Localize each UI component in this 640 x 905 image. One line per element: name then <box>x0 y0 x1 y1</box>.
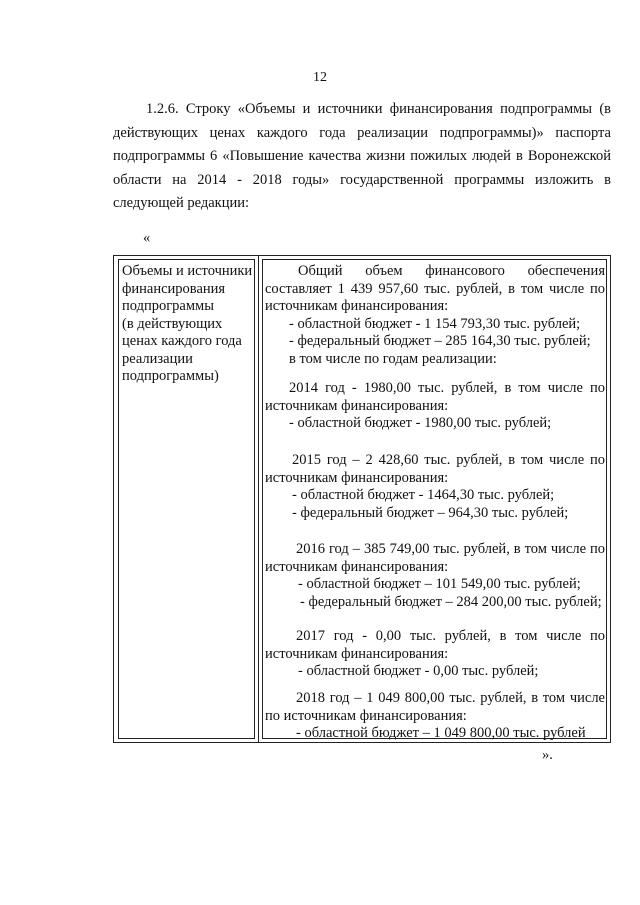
text-line: - федеральный бюджет – 284 200,00 тыс. рублей; <box>300 593 602 610</box>
text-line: источникам финансирования: <box>265 397 449 414</box>
text-line: составляет 1 439 957,60 тыс. рублей, в том числе по <box>265 280 605 297</box>
text-line: 2016 год – 385 749,00 тыс. рублей, в том числе по <box>296 541 605 557</box>
text-line: - областной бюджет - 1 154 793,30 тыс. рублей; <box>289 315 581 332</box>
text-line: в том числе по годам реализации: <box>289 350 497 367</box>
text-line: источникам финансирования: <box>265 298 449 314</box>
financing-table <box>113 255 611 743</box>
page-number: 12 <box>313 70 327 85</box>
left-line: ценах каждого года <box>122 333 242 349</box>
year-2014-block <box>265 380 605 433</box>
text-line: - федеральный бюджет – 964,30 тыс. рублей; <box>292 504 569 521</box>
text-line: 2018 год – 1 049 800,00 тыс. рублей, в том числе <box>296 690 605 706</box>
open-quote: « <box>143 230 151 246</box>
text-line: источникам финансирования: <box>265 645 449 662</box>
text-line: по источникам финансирования: <box>265 707 467 724</box>
intro-line: 1.2.6. Строку «Объемы и источники финансирования подпрограммы (в <box>146 101 611 117</box>
intro-line: области на 2014 - 2018 годы» государственной программы изложить в <box>113 171 611 188</box>
intro-line: следующей редакции: <box>113 195 250 211</box>
year-2018-block <box>265 690 605 743</box>
close-quote: ». <box>542 747 553 763</box>
left-line: (в действующих <box>122 315 223 332</box>
text-line: источникам финансирования: <box>265 558 449 575</box>
year-2015-block <box>265 452 605 522</box>
table-right-cell <box>259 256 610 742</box>
text-line: источникам финансирования: <box>265 469 449 486</box>
text-line: - областной бюджет – 1 049 800,00 тыс. рублей <box>296 725 586 741</box>
intro-paragraph <box>113 98 611 216</box>
text-line: 2015 год – 2 428,60 тыс. рублей, в том числе по <box>292 452 605 468</box>
text-line: Общий объем финансового обеспечения <box>298 263 605 279</box>
left-line: реализации <box>122 350 193 367</box>
left-cell-text <box>122 263 252 386</box>
left-line: финансирования <box>122 280 226 297</box>
text-line: - областной бюджет - 0,00 тыс. рублей; <box>298 663 539 679</box>
year-2016-block <box>265 541 605 611</box>
total-block <box>265 263 605 368</box>
text-line: - областной бюджет – 101 549,00 тыс. рублей; <box>298 576 581 592</box>
text-line: - областной бюджет - 1980,00 тыс. рублей; <box>289 415 552 431</box>
text-line: - федеральный бюджет – 285 164,30 тыс. рублей; <box>289 333 591 349</box>
text-line: - областной бюджет - 1464,30 тыс. рублей; <box>292 487 555 503</box>
text-line: 2017 год - 0,00 тыс. рублей, в том числе по <box>296 628 605 644</box>
left-line: Объемы и источники <box>122 263 253 279</box>
left-line: подпрограммы <box>122 298 214 314</box>
left-line: подпрограммы) <box>122 368 219 384</box>
year-2017-block <box>265 628 605 681</box>
intro-line: действующих ценах каждого года реализации подпрограммы)» паспорта <box>113 124 611 141</box>
text-line: 2014 год - 1980,00 тыс. рублей, в том числе по <box>289 380 605 396</box>
intro-line: подпрограммы 6 «Повышение качества жизни пожилых людей в Воронежской <box>113 148 611 164</box>
table-left-cell <box>114 256 259 742</box>
